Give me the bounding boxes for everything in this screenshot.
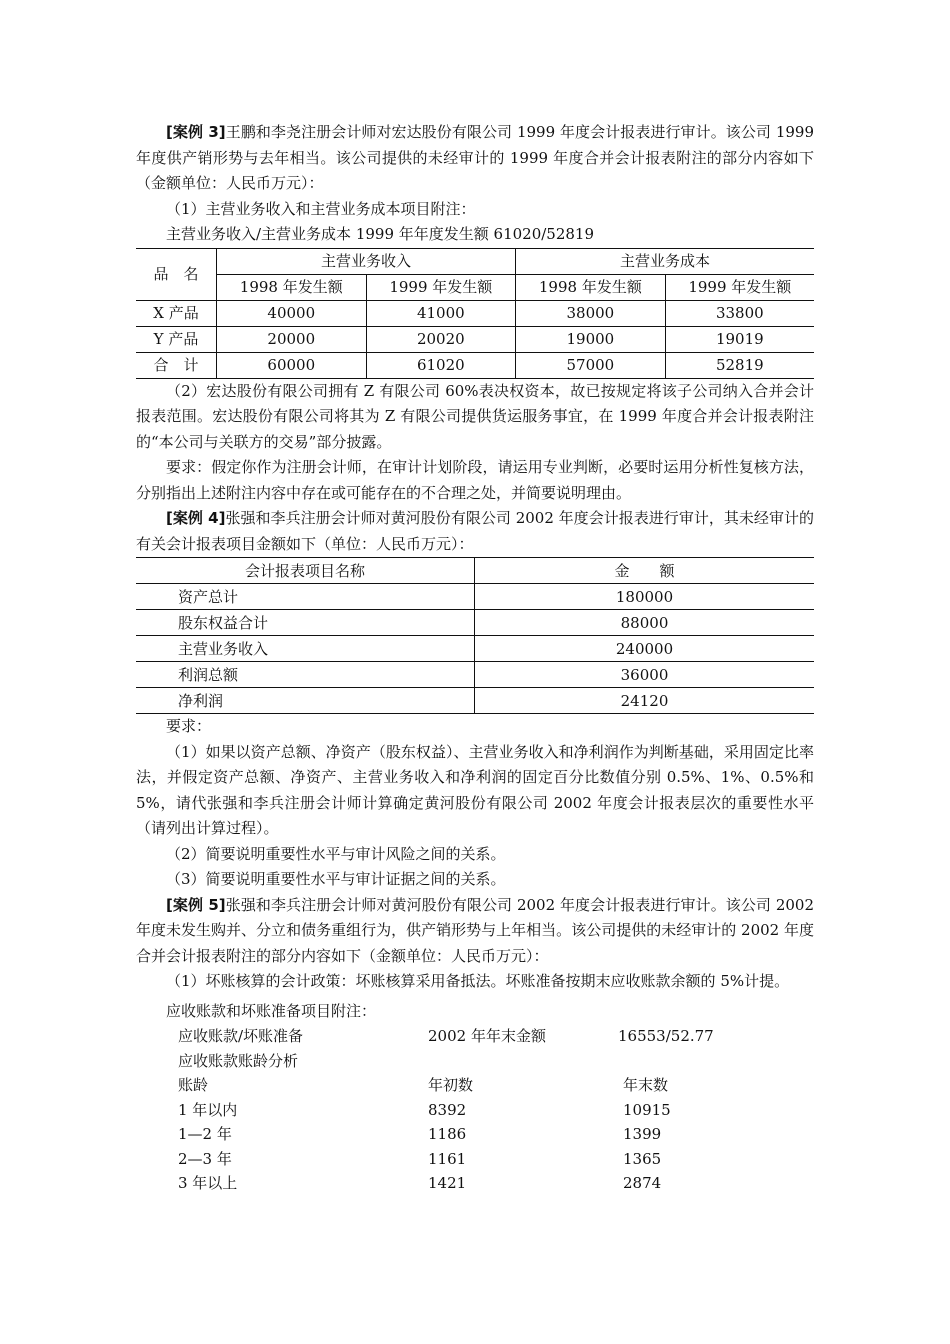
list-item: 应收账款/坏账准备 2002 年年末金额 16553/52.77 <box>178 1027 714 1045</box>
table-header-income: 主营业务收入 <box>217 248 516 274</box>
table-row: Y 产品 20000 20020 19000 19019 <box>136 326 814 352</box>
table-header-cost: 主营业务成本 <box>516 248 814 274</box>
case3-summary-line: 主营业务收入/主营业务成本 1999 年年度发生额 61020/52819 <box>166 225 595 243</box>
table-row: X 产品 40000 41000 38000 33800 <box>136 300 814 326</box>
aging-row: 2—3 年 1161 1365 <box>178 1149 662 1168</box>
case5-intro: [案例 5]张强和李兵注册会计师对黄河股份有限公司 2002 年度会计报表进行审计。该公司 2002 年度未发生购并、分立和债务重组行为，供产销形势与上年相当。该公司提供的未经审计的 2002 年度合并会计报表附注的部分内容如下（金额单位：人民币万元）： <box>136 895 815 965</box>
aging-row: 1—2 年 1186 1399 <box>178 1125 662 1143</box>
table-row: 资产总计 180000 <box>136 584 814 610</box>
financial-items-table <box>136 557 814 714</box>
table-subheader: 1999 年发生额 <box>665 274 814 300</box>
table-row: 利润总额 36000 <box>136 662 814 688</box>
aging-header: 账龄 年初数 年末数 <box>178 1076 669 1094</box>
table-row: 合 计 60000 61020 57000 52819 <box>136 352 814 378</box>
income-cost-table <box>136 248 814 379</box>
aging-row: 3 年以上 1421 2874 <box>178 1174 662 1192</box>
case3-item1: （1）主营业务收入和主营业务成本项目附注： <box>166 199 476 218</box>
case4-intro: [案例 4]张强和李兵注册会计师对黄河股份有限公司 2002 年度会计报表进行审计，其未经审计的有关会计报表项目金额如下（单位：人民币万元）： <box>136 509 815 553</box>
case4-question2: （2）简要说明重要性水平与审计风险之间的关系。 <box>166 844 506 863</box>
case4-label: [案例 4] <box>166 509 226 527</box>
case3-item2: （2）宏达股份有限公司拥有 Z 有限公司 60%表决权资本，故已按规定将该子公司纳入合并会计报表范围。宏达股份有限公司将其为 Z 有限公司提供货运服务事宜，在 1999 年度合并会计报表附注的“本公司与关联方的交易”部分披露。 <box>136 381 814 451</box>
case3-requirement: 要求：假定你作为注册会计师，在审计计划阶段，请运用专业判断，必要时运用分析性复核方法，分别指出上述附注内容中存在或可能存在的不合理之处，并简要说明理由。 <box>136 458 814 502</box>
case4-requirement-label: 要求： <box>166 717 212 735</box>
table-row: 净利润 24120 <box>136 688 814 714</box>
case4-question1: （1）如果以资产总额、净资产（股东权益）、主营业务收入和净利润作为判断基础，采用固定比率法，并假定资产总额、净资产、主营业务收入和净利润的固定百分比数值分别 0.5%、1%、0.5%和 5%，请代张强和李兵注册会计师计算确定黄河股份有限公司 2002 年度会计报表层次的重要性水平（请列出计算过程）。 <box>136 742 814 837</box>
case3-intro: [案例 3]王鹏和李尧注册会计师对宏达股份有限公司 1999 年度会计报表进行审计。该公司 1999 年度供产销形势与去年相当。该公司提供的未经审计的 1999 年度合并会计报表附注的部分内容如下（金额单位：人民币万元）： <box>136 123 815 192</box>
case5-item1: （1）坏账核算的会计政策：坏账核算采用备抵法。坏账准备按期末应收账款余额的 5%计提。 <box>166 972 790 990</box>
table-header-name: 品 名 <box>136 248 217 300</box>
table-subheader: 1998 年发生额 <box>516 274 666 300</box>
case4-question3: （3）简要说明重要性水平与审计证据之间的关系。 <box>166 870 506 888</box>
aging-row: 1 年以内 8392 10915 <box>178 1100 671 1119</box>
case3-label: [案例 3] <box>166 123 226 141</box>
table-header-item: 会计报表项目名称 <box>136 558 475 584</box>
list-item: 应收账款账龄分析 <box>178 1051 299 1070</box>
case5-note-title: 应收账款和坏账准备项目附注： <box>166 1001 377 1020</box>
table-subheader: 1998 年发生额 <box>217 274 367 300</box>
case5-label: [案例 5] <box>166 895 226 914</box>
table-header-amount: 金 额 <box>475 558 815 584</box>
table-subheader: 1999 年发生额 <box>366 274 516 300</box>
table-row: 股东权益合计 88000 <box>136 610 814 636</box>
table-row: 主营业务收入 240000 <box>136 636 814 662</box>
receivables-list <box>136 1024 814 1196</box>
